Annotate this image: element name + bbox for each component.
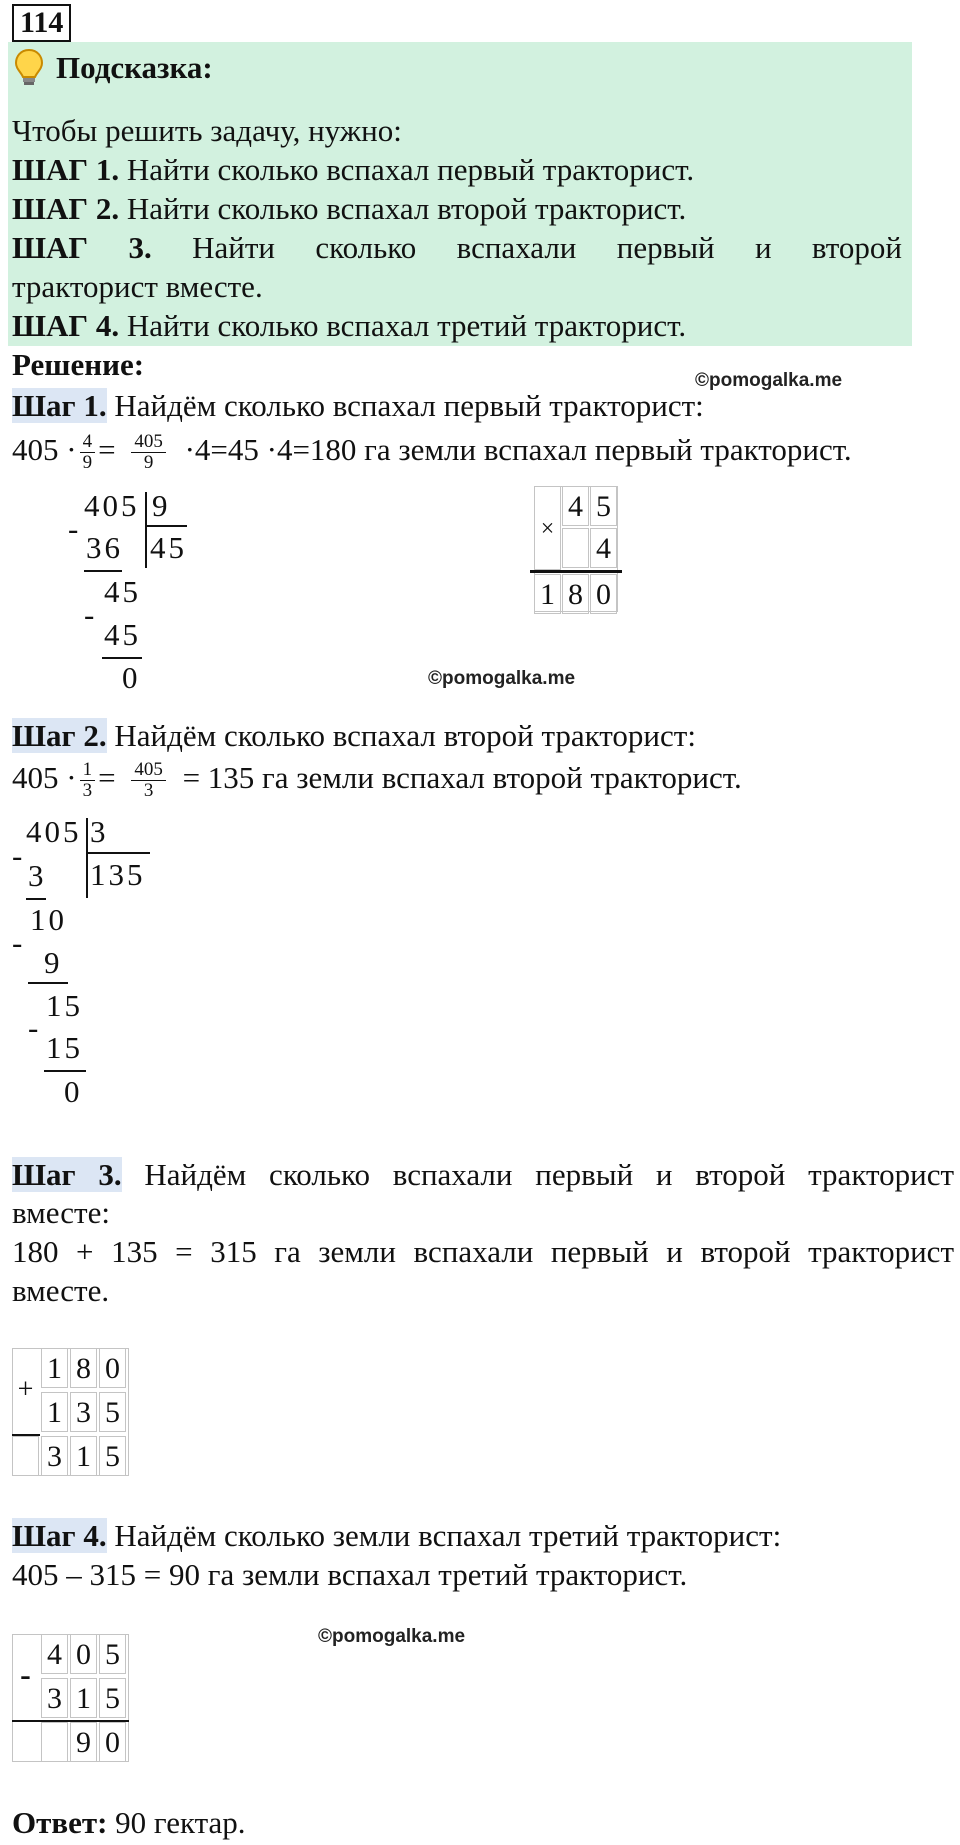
div2-rem1: 10 — [30, 902, 67, 937]
hint-step-1: ШАГ 1. Найти сколько вспахал первый тракторист. — [12, 152, 695, 187]
answer: Ответ: 90 гектар. — [12, 1805, 246, 1840]
div1-sub2: 45 — [104, 617, 141, 652]
step3-equation-cont: вместе. — [12, 1273, 110, 1308]
watermark-2: ©pomogalka.me — [428, 668, 576, 689]
hint-step-2: ШАГ 2. Найти сколько вспахал второй тракторист. — [12, 191, 687, 226]
div1-divisor: 9 — [152, 488, 168, 523]
div1-remainder: 0 — [122, 660, 138, 695]
watermark: ©pomogalka.me — [695, 370, 843, 391]
div2-sub2: 9 — [44, 945, 60, 980]
div2-sub3: 15 — [46, 1030, 83, 1065]
step3-text-cont: вместе: — [12, 1195, 110, 1230]
hint-intro: Чтобы решить задачу, нужно: — [12, 113, 402, 148]
div2-sub1: 3 — [28, 858, 44, 893]
hint-step-3-cont: тракторист вместе. — [12, 269, 263, 304]
div2-remainder: 0 — [64, 1074, 80, 1109]
step1-heading: Шаг 1. Найдём сколько вспахал первый тракторист: — [12, 388, 704, 423]
step1-expression: 405 · $\frac{4}{9}$ = $\frac{405}{9}$ ·4=45 ·4=180 га земли вспахал первый тракторист. — [12, 431, 852, 474]
step4-equation: 405 – 315 = 90 га земли вспахал третий тракторист. — [12, 1557, 688, 1592]
step3-heading: Шаг 3. Найдём сколько вспахали первый и второй тракторист — [12, 1157, 955, 1192]
step4-heading: Шаг 4. Найдём сколько земли вспахал третий тракторист: — [12, 1518, 782, 1553]
div1-rem1: 45 — [104, 574, 141, 609]
watermark-3: ©pomogalka.me — [318, 1626, 466, 1647]
step2-expression: 405 · $\frac{1}{3}$ = $\frac{405}{3}$ = 135 га земли вспахал второй тракторист. — [12, 759, 742, 802]
hint-step-4: ШАГ 4. Найти сколько вспахал третий тракторист. — [12, 308, 687, 343]
div1-sub1: 36 — [86, 530, 123, 565]
div2-rem2: 15 — [46, 988, 83, 1023]
lightbulb-icon — [14, 48, 44, 96]
div2-divisor: 3 — [90, 814, 106, 849]
div2-quotient: 135 — [90, 857, 146, 892]
div1-dividend: 405 — [84, 488, 140, 523]
step3-equation: 180 + 135 = 315 га земли вспахали первый и второй тракторист — [12, 1234, 954, 1269]
hint-step-3: ШАГ 3. Найти сколько вспахали первый и второй — [12, 230, 903, 265]
problem-number: 114 — [12, 4, 71, 42]
div2-dividend: 405 — [26, 814, 82, 849]
hint-title: Подсказка: — [56, 50, 213, 85]
step2-heading: Шаг 2. Найдём сколько вспахал второй тракторист: — [12, 718, 696, 753]
solution-title: Решение: — [12, 347, 145, 382]
div1-quotient: 45 — [150, 530, 187, 565]
